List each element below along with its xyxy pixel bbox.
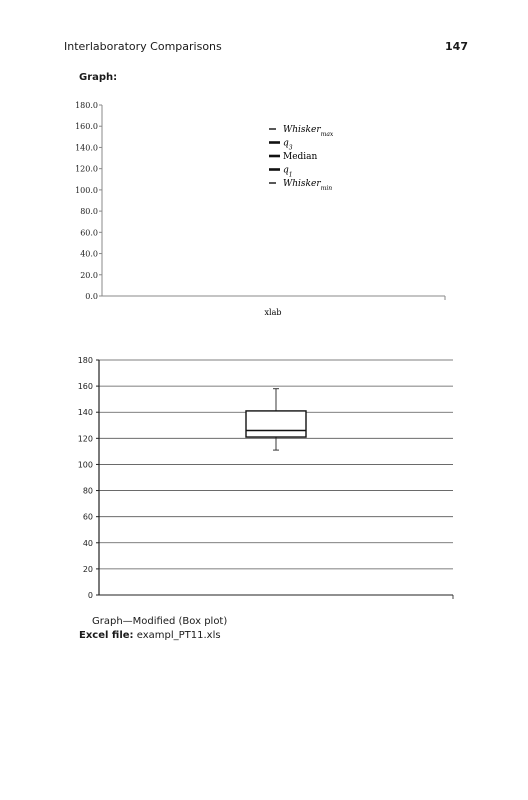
chart1-ytick-label: 0.0	[85, 292, 98, 301]
chart2-ytick-label: 0	[87, 591, 93, 600]
chart1-ytick-label: 40.0	[80, 249, 98, 259]
chart2-ytick-label: 180	[77, 356, 93, 365]
chart1-ytick-label: 100.0	[75, 185, 98, 195]
chart1-legend-label: Whisker$_{min}$	[283, 179, 333, 192]
template-chart	[60, 95, 470, 325]
chart2-ytick-label: 40	[82, 538, 93, 548]
excel-file-line	[79, 630, 221, 641]
chart1-ytick-label: 20.0	[80, 270, 98, 280]
running-title: Interlaboratory Comparisons	[64, 40, 222, 53]
chart2-ytick-label: 100	[77, 460, 93, 470]
chart1-ytick-label: 140.0	[75, 143, 98, 153]
chart1-ytick-label: 60.0	[80, 228, 98, 238]
chart1-legend-label: $q_3$	[283, 138, 293, 151]
chart2-ytick-label: 120	[77, 434, 93, 444]
chart1-legend-label: Whisker$_{max}$	[283, 125, 334, 138]
chart1-ytick-label: 180.0	[75, 101, 98, 110]
chart1-ytick-label: 120.0	[75, 164, 98, 174]
chart1-ytick-label: 160.0	[75, 122, 98, 132]
chart2-ytick-label: 140	[77, 408, 93, 418]
page-number: 147	[445, 40, 468, 53]
chart2-ytick-label: 20	[82, 564, 93, 574]
chart2-ytick-label: 60	[82, 512, 93, 522]
excel-file-name: exampl_PT11.xls	[136, 630, 221, 641]
chart2-ytick-label: 160	[77, 382, 93, 392]
box-plot	[99, 389, 453, 595]
chart1-legend-label: $q_1$	[283, 165, 293, 178]
box-plot-chart	[60, 352, 470, 607]
section-heading: Graph:	[79, 72, 118, 83]
chart1-legend-label: Median	[283, 152, 318, 162]
interquartile-box	[246, 411, 306, 437]
figure-caption: Graph—Modified (Box plot)	[92, 616, 228, 627]
chart1-xlabel: xlab	[264, 308, 282, 317]
excel-file-label: Excel file:	[79, 630, 134, 641]
chart1-ytick-label: 80.0	[80, 207, 98, 217]
chart1-legend	[269, 125, 334, 192]
chart2-ytick-label: 80	[82, 486, 93, 496]
